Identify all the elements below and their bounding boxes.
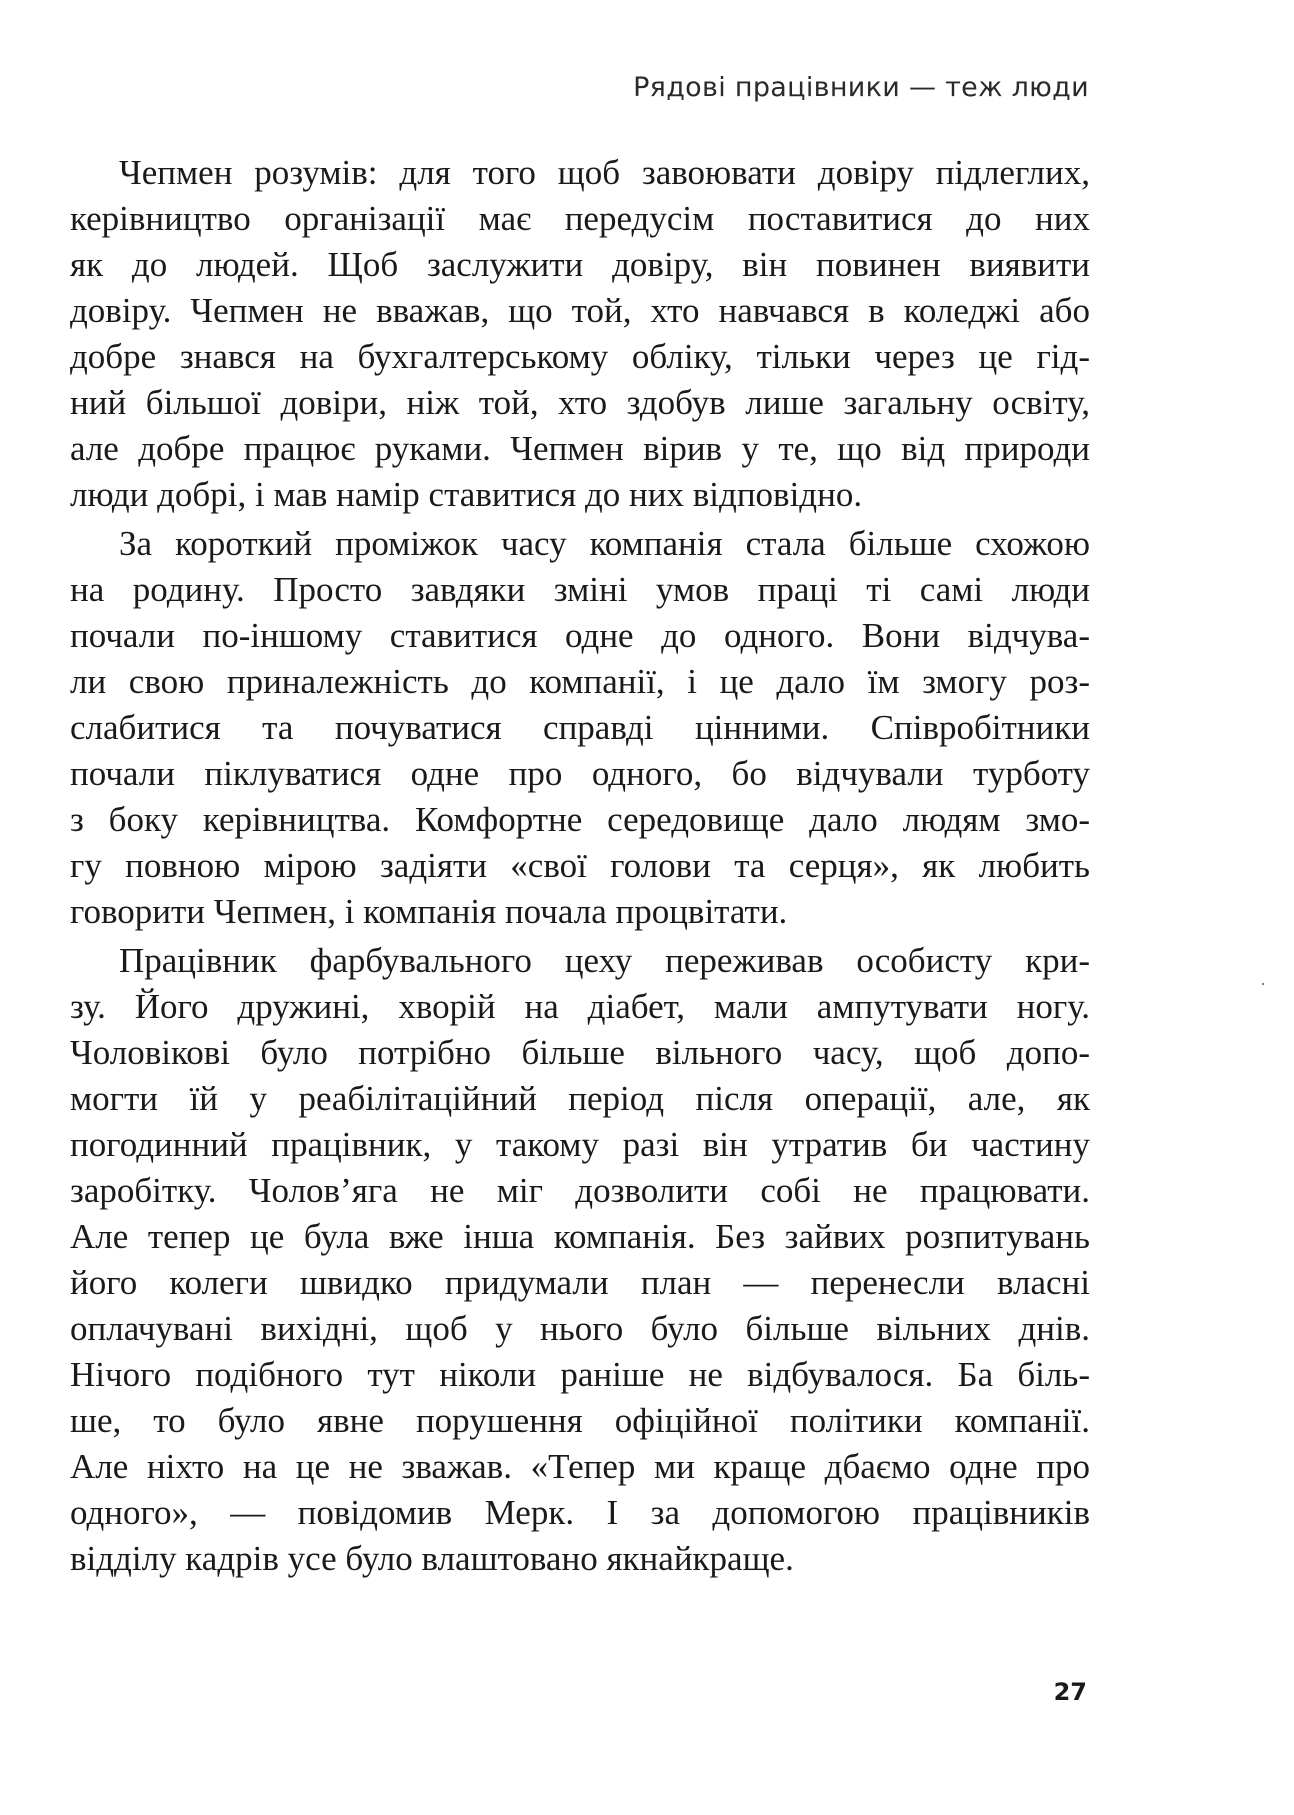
text-line: як до людей. Щоб заслужити довіру, він повинен виявити xyxy=(70,245,1090,284)
text-line: могти їй у реабілітаційний період після операції, але, як xyxy=(70,1079,1090,1118)
margin-speck xyxy=(1262,983,1264,985)
text-line: Працівник фарбувального цеху переживав особисту кри- xyxy=(119,941,1090,980)
running-header: Рядові працівники — теж люди xyxy=(633,72,1089,103)
body-text xyxy=(70,150,1090,1585)
text-line: погодинний працівник, у такому разі він утратив би частину xyxy=(70,1125,1090,1164)
text-line: говорити Чепмен, і компанія почала процвітати. xyxy=(70,892,788,931)
text-line: заробітку. Чолов’яга не міг дозволити собі не працювати. xyxy=(70,1171,1090,1210)
text-line: добре знався на бухгалтерському обліку, тільки через це гід- xyxy=(70,337,1090,376)
text-line: Але ніхто на це не зважав. «Тепер ми краще дбаємо одне про xyxy=(70,1447,1090,1486)
text-line: відділу кадрів усе було влаштовано якнайкраще. xyxy=(70,1539,794,1578)
text-line: довіру. Чепмен не вважав, що той, хто навчався в коледжі або xyxy=(70,291,1090,330)
text-line: зу. Його дружині, хворій на діабет, мали ампутувати ногу. xyxy=(70,987,1090,1026)
text-line: ний більшої довіри, ніж той, хто здобув лише загальну освіту, xyxy=(70,383,1090,422)
text-line: його колеги швидко придумали план — перенесли власні xyxy=(70,1263,1090,1302)
text-line: ше, то було явне порушення офіційної політики компанії. xyxy=(70,1401,1090,1440)
text-line: одного», — повідомив Мерк. І за допомогою працівників xyxy=(70,1493,1090,1532)
text-line: Чоловікові було потрібно більше вільного часу, щоб допо- xyxy=(70,1033,1090,1072)
paragraph xyxy=(70,150,1090,518)
text-line: оплачувані вихідні, щоб у нього було більше вільних днів. xyxy=(70,1309,1090,1348)
text-line: керівництво організації має передусім поставитися до них xyxy=(70,199,1090,238)
text-line: Але тепер це була вже інша компанія. Без зайвих розпитувань xyxy=(70,1217,1090,1256)
text-line: почали піклуватися одне про одного, бо відчували турботу xyxy=(70,754,1090,793)
text-line: Нічого подібного тут ніколи раніше не відбувалося. Ба біль- xyxy=(70,1355,1090,1394)
text-line: на родину. Просто завдяки зміні умов праці ті самі люди xyxy=(70,570,1090,609)
text-line: люди добрі, і мав намір ставитися до них відповідно. xyxy=(70,475,863,514)
paragraph xyxy=(70,521,1090,935)
text-line: але добре працює руками. Чепмен вірив у те, що від природи xyxy=(70,429,1090,468)
text-line: Чепмен розумів: для того щоб завоювати довіру підлеглих, xyxy=(119,153,1090,192)
text-line: ли свою приналежність до компанії, і це дало їм змогу роз- xyxy=(70,662,1090,701)
text-line: За короткий проміжок часу компанія стала більше схожою xyxy=(119,524,1090,563)
page-number: 27 xyxy=(1053,1678,1087,1706)
text-line: з боку керівництва. Комфортне середовище дало людям змо- xyxy=(70,800,1090,839)
paragraph xyxy=(70,938,1090,1582)
text-line: гу повною мірою задіяти «свої голови та серця», як любить xyxy=(70,846,1090,885)
text-line: слабитися та почуватися справді цінними. Співробітники xyxy=(70,708,1090,747)
text-line: почали по-іншому ставитися одне до одного. Вони відчува- xyxy=(70,616,1090,655)
